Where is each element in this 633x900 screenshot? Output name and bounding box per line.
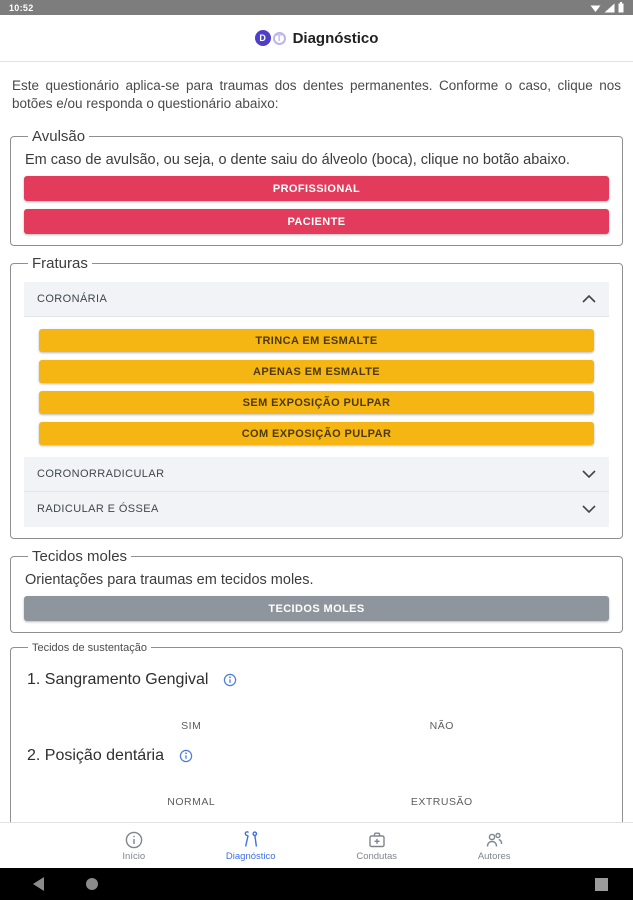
battery-icon	[618, 2, 624, 13]
bottom-navigation	[0, 822, 633, 868]
android-nav-bar	[0, 868, 633, 900]
option-sim-button[interactable]: SIM	[66, 720, 317, 732]
tecidos-moles-button[interactable]: TECIDOS MOLES	[24, 596, 609, 621]
tab-label: Autores	[477, 850, 511, 862]
accordion-body-coronaria	[24, 317, 609, 457]
tecidos-sustentacao-section	[10, 642, 623, 822]
tecidos-sustentacao-legend: Tecidos de sustentação	[32, 641, 147, 654]
logo-d-badge: D	[255, 30, 271, 46]
paciente-button[interactable]: PACIENTE	[24, 209, 609, 234]
tab-diagnostico[interactable]	[226, 830, 276, 862]
tab-inicio[interactable]	[122, 830, 145, 862]
question-title	[27, 671, 609, 689]
tab-condutas[interactable]	[356, 830, 397, 862]
accordion-header-coronorradicular[interactable]	[24, 457, 609, 492]
fraturas-accordion	[24, 282, 609, 527]
avulsao-description: Em caso de avulsão, ou seja, o dente saiu do álveolo (boca), clique no botão abaixo.	[25, 151, 570, 168]
android-back-button[interactable]	[33, 877, 44, 891]
chevron-down-icon	[582, 470, 596, 478]
wifi-icon	[590, 3, 601, 13]
main-content	[0, 62, 633, 822]
dental-tools-icon	[241, 830, 261, 850]
question-sangramento-gengival	[24, 671, 609, 732]
profissional-button[interactable]: PROFISSIONAL	[24, 176, 609, 201]
com-exposicao-pulpar-button[interactable]: COM EXPOSIÇÃO PULPAR	[39, 422, 594, 445]
intro-text: Este questionário aplica-se para traumas dos dentes permanentes. Conforme o caso, clique nos botões e/ou responda o questionário abaixo:	[12, 78, 621, 111]
fraturas-section	[10, 255, 623, 539]
accordion-header-radicular-ossea[interactable]	[24, 492, 609, 527]
tab-label: Diagnóstico	[225, 850, 276, 862]
status-time: 10:52	[9, 2, 34, 13]
accordion-label: CORONÁRIA	[37, 292, 108, 305]
option-nao-button[interactable]: NÃO	[317, 720, 568, 732]
app-logo	[255, 30, 286, 46]
avulsao-legend: Avulsão	[32, 127, 86, 145]
chevron-down-icon	[582, 505, 596, 513]
sem-exposicao-pulpar-button[interactable]: SEM EXPOSIÇÃO PULPAR	[39, 391, 594, 414]
logo-t-badge: T	[273, 32, 286, 45]
trinca-em-esmalte-button[interactable]: TRINCA EM ESMALTE	[39, 329, 594, 352]
chevron-up-icon	[582, 295, 596, 303]
app-header	[0, 15, 633, 62]
question-title-text: 1. Sangramento Gengival	[27, 670, 209, 688]
info-icon[interactable]	[179, 749, 193, 763]
tab-label: Condutas	[356, 850, 398, 862]
fraturas-legend: Fraturas	[32, 254, 88, 272]
option-normal-button[interactable]: NORMAL	[66, 796, 317, 808]
info-icon[interactable]	[223, 673, 237, 687]
page-title: Diagnóstico	[292, 29, 379, 47]
question-posicao-dentaria	[24, 747, 609, 808]
tecidos-moles-legend: Tecidos moles	[32, 547, 128, 565]
first-aid-kit-icon	[367, 830, 387, 850]
tecidos-moles-description: Orientações para traumas em tecidos moles.	[25, 571, 314, 588]
signal-icon	[604, 3, 615, 13]
accordion-header-coronaria[interactable]	[24, 282, 609, 317]
android-recents-button[interactable]	[595, 878, 608, 891]
tab-label: Início	[122, 850, 146, 862]
question-title-text: 2. Posição dentária	[27, 746, 164, 764]
option-extrusao-button[interactable]: EXTRUSÃO	[317, 796, 568, 808]
question-title	[27, 747, 609, 765]
status-bar	[0, 0, 633, 15]
people-icon	[484, 830, 504, 850]
accordion-label: RADICULAR E ÓSSEA	[37, 503, 159, 516]
accordion-label: CORONORRADICULAR	[37, 467, 165, 480]
tecidos-moles-section	[10, 548, 623, 633]
tab-autores[interactable]	[478, 830, 511, 862]
avulsao-section	[10, 128, 623, 246]
info-circle-icon	[124, 830, 144, 850]
options-row	[24, 720, 609, 732]
status-icons	[590, 2, 624, 13]
android-home-button[interactable]	[86, 878, 98, 890]
options-row	[24, 796, 609, 808]
apenas-em-esmalte-button[interactable]: APENAS EM ESMALTE	[39, 360, 594, 383]
